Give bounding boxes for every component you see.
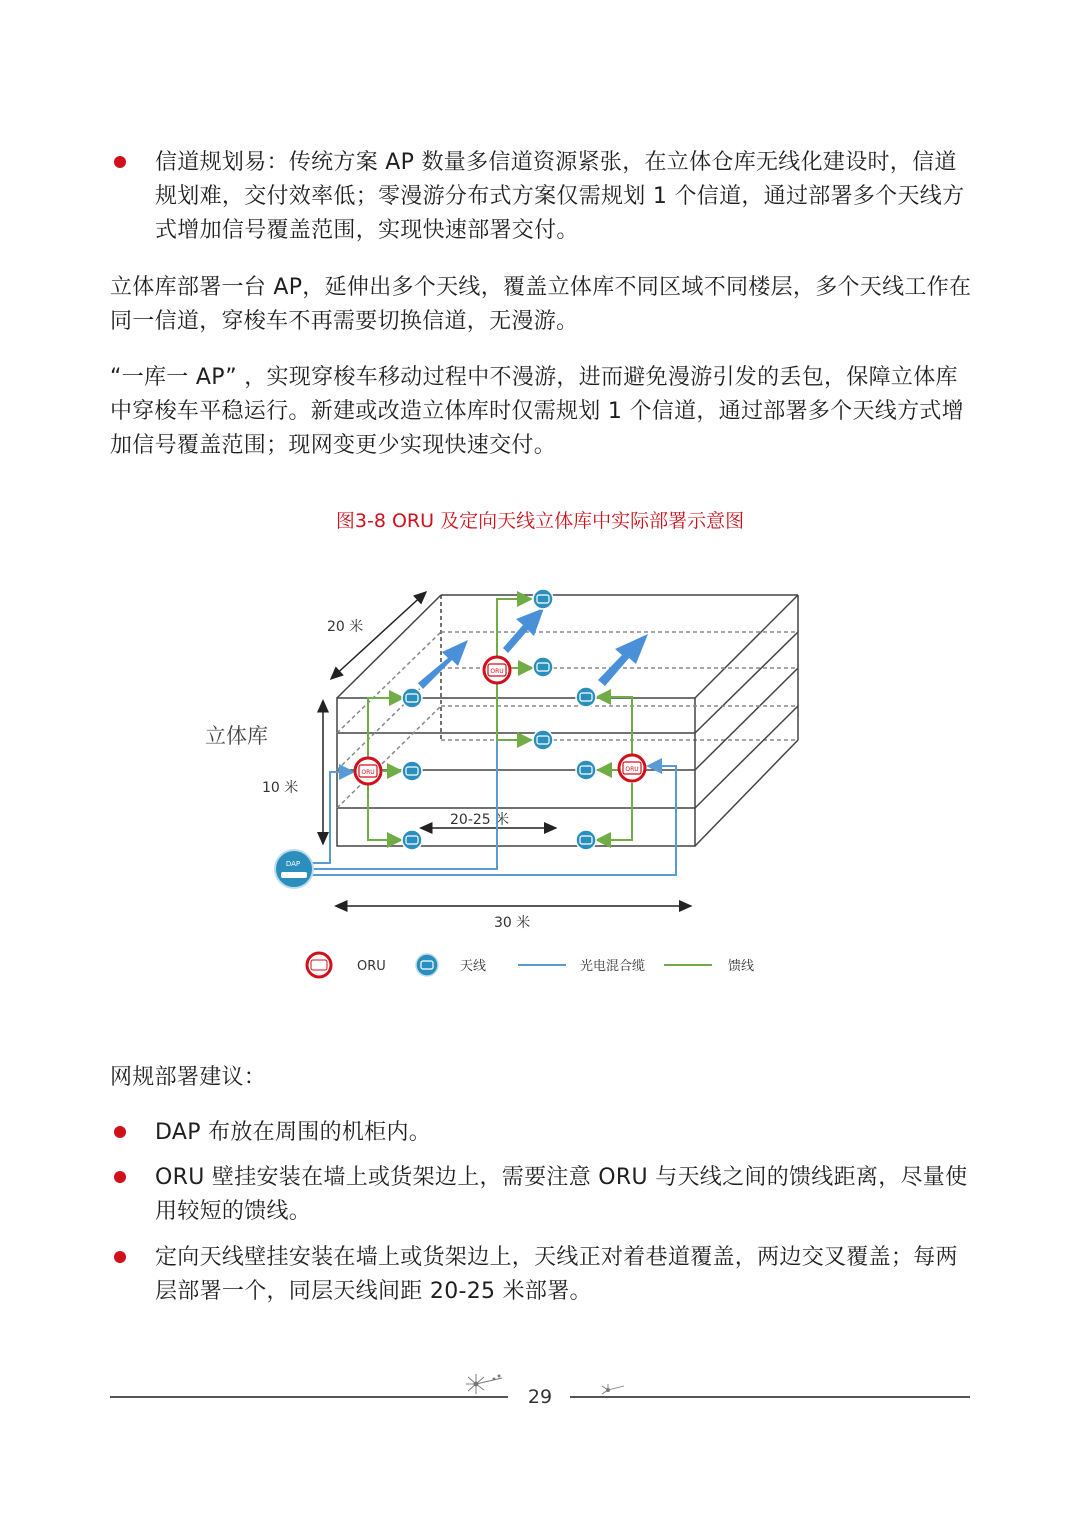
- antenna-icon: [533, 589, 553, 609]
- oru-icon-text: ORU: [361, 769, 375, 776]
- antenna-icon: [533, 730, 553, 750]
- seed-icon: [600, 1382, 628, 1396]
- warehouse-box: [337, 595, 798, 846]
- paragraph: “一库一 AP” ，实现穿梭车移动过程中不漫游，进而避免漫游引发的丢包，保障立体库中穿梭车平稳运行。新建或改造立体库时仅需规划 1 个信道，通过部署多个天线方式增加信号覆盖范围；现网变更少实现快速交付。: [110, 365, 964, 458]
- depth-label: 20 米: [327, 619, 364, 635]
- bullet-item: [110, 146, 972, 248]
- bullet-item: [110, 1116, 972, 1150]
- dap-icon: [275, 850, 313, 888]
- coverage-arrow-1: [418, 640, 468, 689]
- bullet-text: 定向天线壁挂安装在墙上或货架边上，天线正对着巷道覆盖，两边交叉覆盖；每两层部署一个，同层天线间距 20-25 米部署。: [155, 1245, 958, 1304]
- oru-icon: [355, 758, 381, 784]
- legend-antenna-label: 天线: [460, 959, 487, 974]
- advice-heading: 网规部署建议：: [110, 1065, 267, 1090]
- bullet-item: [110, 1161, 972, 1229]
- dap-label: DAP: [285, 860, 301, 868]
- spacing-label: 20-25 米: [450, 812, 510, 828]
- legend-feeder-label: 馈线: [728, 959, 755, 974]
- oru-icon: [484, 657, 510, 683]
- coverage-arrow-3: [598, 634, 648, 686]
- oru-icon: [619, 755, 645, 781]
- warehouse-diagram: [195, 578, 835, 988]
- legend: [307, 953, 754, 977]
- bullet-text: 信道规划易：传统方案 AP 数量多信道资源紧张，在立体仓库无线化建设时，信道规划难，交付效率低；零漫游分布式方案仅需规划 1 个信道，通过部署多个天线方式增加信号覆盖范围，实现快速部署交付。: [155, 150, 965, 243]
- legend-oru-label: ORU: [357, 959, 386, 974]
- footer-rule-right: [570, 1396, 970, 1398]
- bullet-dot-icon: [114, 156, 126, 168]
- antenna-icon: [576, 760, 596, 780]
- footer-rule-left: [110, 1396, 508, 1398]
- bullet-item: [110, 1241, 972, 1309]
- page-number: 29: [527, 1386, 553, 1408]
- dandelion-icon: [462, 1370, 506, 1398]
- coverage-arrow-2: [503, 608, 544, 653]
- feeders: [368, 599, 632, 840]
- antenna-icon: [402, 761, 422, 781]
- paragraph: 立体库部署一台 AP，延伸出多个天线，覆盖立体库不同区域不同楼层，多个天线工作在同一信道，穿梭车不再需要切换信道，无漫游。: [110, 275, 972, 334]
- antenna-icon: [576, 687, 596, 707]
- legend-antenna-icon: [416, 954, 438, 976]
- antenna-icon: [402, 830, 422, 850]
- antenna-icon: [576, 830, 596, 850]
- oru-icon-text: ORU: [625, 766, 639, 773]
- bullet-text: DAP 布放在周围的机柜内。: [155, 1120, 432, 1145]
- warehouse-label: 立体库: [205, 724, 268, 748]
- height-label: 10 米: [262, 780, 299, 796]
- figure-caption: 图3-8 ORU 及定向天线立体库中实际部署示意图: [335, 510, 745, 532]
- oru-icon-text: ORU: [490, 668, 504, 675]
- bullet-dot-icon: [114, 1171, 126, 1183]
- legend-cable-label: 光电混合缆: [580, 959, 646, 974]
- bullet-dot-icon: [114, 1126, 126, 1138]
- antenna-icon: [402, 688, 422, 708]
- depth-dimension-arrow: [332, 592, 426, 678]
- antenna-icons: [402, 589, 596, 850]
- bullet-text: ORU 壁挂安装在墙上或货架边上，需要注意 ORU 与天线之间的馈线距离，尽量使用较短的馈线。: [155, 1165, 968, 1224]
- bullet-dot-icon: [114, 1251, 126, 1263]
- width-label: 30 米: [494, 915, 531, 931]
- antenna-icon: [533, 657, 553, 677]
